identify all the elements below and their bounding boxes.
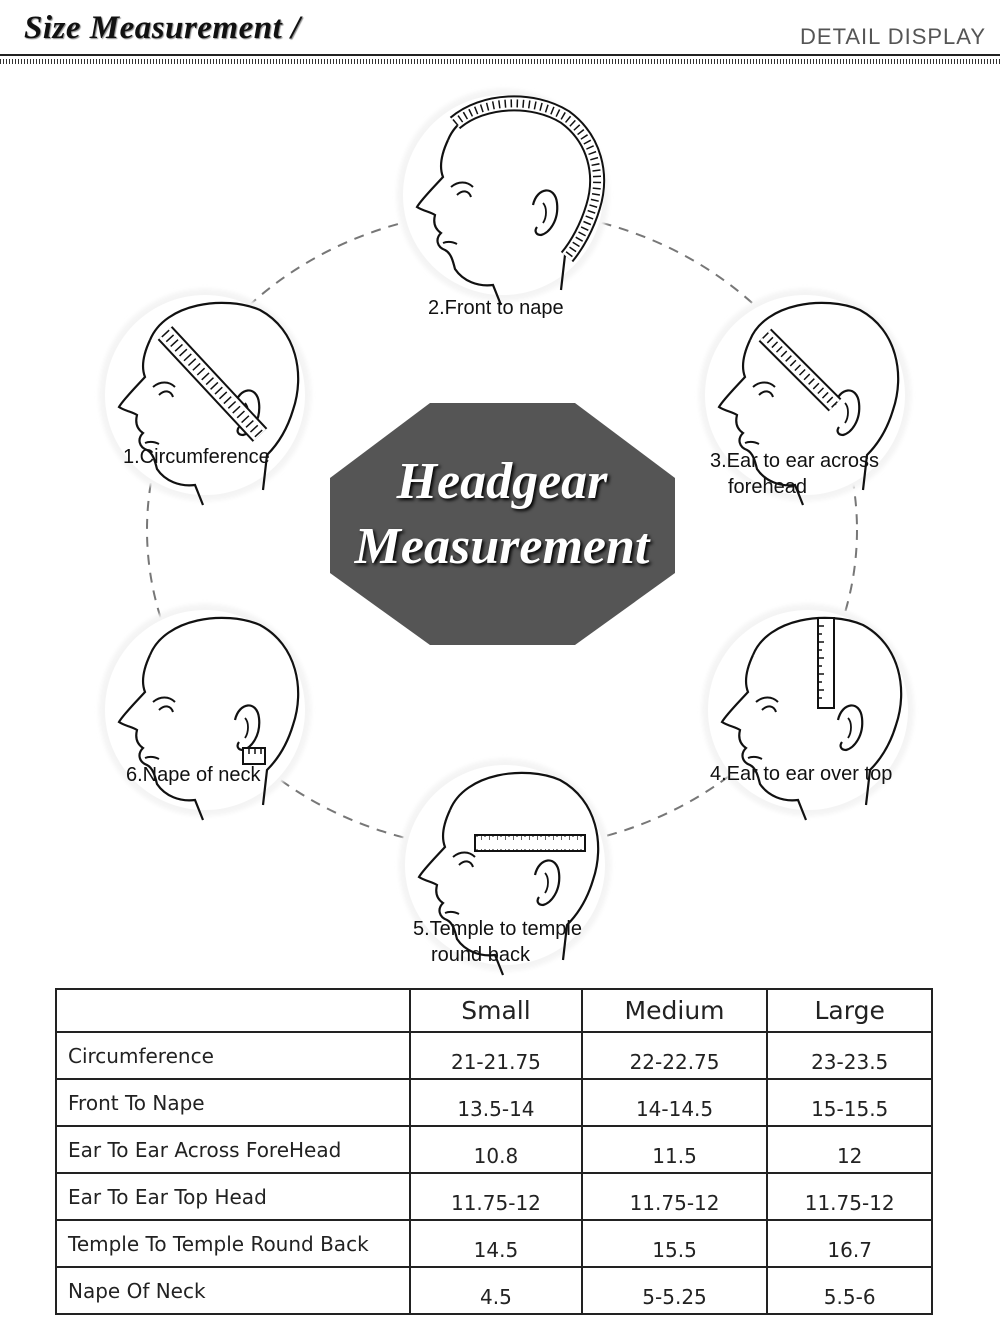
table-row [56, 1173, 932, 1220]
row-name: Ear To Ear Across ForeHead [56, 1126, 410, 1173]
table-row [56, 1267, 932, 1314]
cell-small: 10.8 [410, 1126, 582, 1173]
row-name: Front To Nape [56, 1079, 410, 1126]
step-label-ear-to-ear-forehead: 3.Ear to ear across [710, 450, 879, 472]
head-ear-to-ear-over-top-illustration [702, 604, 914, 820]
cell-large: 15-15.5 [767, 1079, 932, 1126]
cell-medium: 14-14.5 [582, 1079, 768, 1126]
table-header-medium: Medium [582, 989, 768, 1032]
step-label-front-to-nape: 2.Front to nape [428, 297, 564, 319]
cell-large: 11.75-12 [767, 1173, 932, 1220]
step-label-ear-to-ear-forehead-line2: forehead [728, 476, 807, 498]
cell-small: 4.5 [410, 1267, 582, 1314]
table-row [56, 1126, 932, 1173]
cell-large: 23-23.5 [767, 1032, 932, 1079]
row-name: Circumference [56, 1032, 410, 1079]
row-name: Nape Of Neck [56, 1267, 410, 1314]
table-header-blank [56, 989, 410, 1032]
center-title-line1: Headgear [396, 453, 608, 510]
head-front-to-nape-illustration [397, 89, 609, 305]
table-row [56, 1220, 932, 1267]
row-name: Ear To Ear Top Head [56, 1173, 410, 1220]
table-row [56, 1032, 932, 1079]
page-title: Size Measurement / [24, 10, 301, 46]
cell-small: 11.75-12 [410, 1173, 582, 1220]
step-label-nape-of-neck: 6.Nape of neck [126, 764, 261, 786]
cell-large: 5.5-6 [767, 1267, 932, 1314]
cell-small: 14.5 [410, 1220, 582, 1267]
table-header-large: Large [767, 989, 932, 1032]
cell-large: 12 [767, 1126, 932, 1173]
cell-small: 13.5-14 [410, 1079, 582, 1126]
cell-medium: 5-5.25 [582, 1267, 768, 1314]
head-circumference-illustration [99, 289, 311, 505]
detail-display-label: DETAIL DISPLAY [800, 24, 986, 49]
cell-medium: 15.5 [582, 1220, 768, 1267]
cell-medium: 11.75-12 [582, 1173, 768, 1220]
table-row [56, 1079, 932, 1126]
header-dotted-divider [0, 59, 1000, 64]
size-chart-table [55, 988, 933, 1315]
table-header-small: Small [410, 989, 582, 1032]
table-header-row [56, 989, 932, 1032]
step-label-temple-to-temple: 5.Temple to temple [413, 918, 582, 940]
row-name: Temple To Temple Round Back [56, 1220, 410, 1267]
cell-medium: 11.5 [582, 1126, 768, 1173]
step-label-temple-to-temple-line2: round back [431, 944, 530, 966]
header-divider [0, 54, 1000, 56]
center-title-line2: Measurement [354, 518, 650, 575]
cell-small: 21-21.75 [410, 1032, 582, 1079]
cell-large: 16.7 [767, 1220, 932, 1267]
cell-medium: 22-22.75 [582, 1032, 768, 1079]
step-label-circumference: 1.Circumference [123, 446, 270, 468]
step-label-ear-to-ear-over-top: 4.Ear to ear over top [710, 763, 893, 785]
